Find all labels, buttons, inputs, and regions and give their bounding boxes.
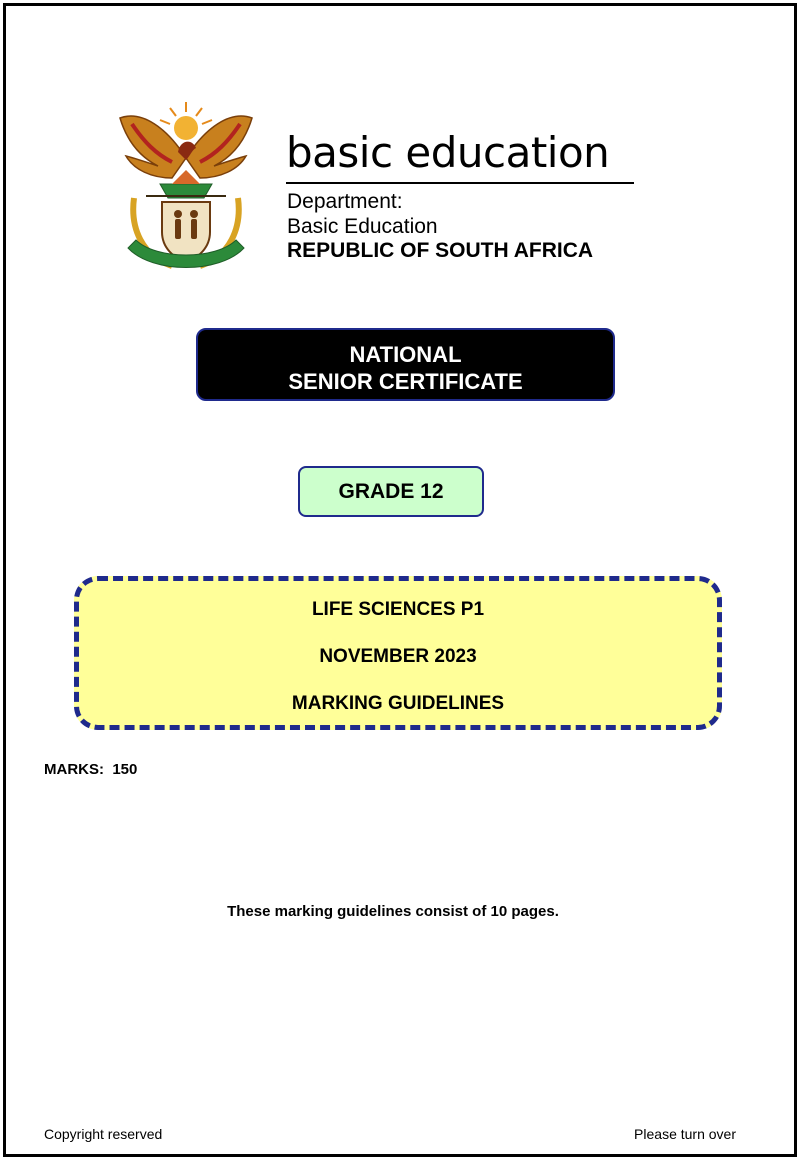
department-label: Department: (287, 190, 403, 213)
wordmark-underline (286, 182, 634, 184)
subject-panel (74, 576, 722, 730)
page-count-note: These marking guidelines consist of 10 pages. (227, 903, 559, 920)
exam-session: NOVEMBER 2023 (319, 646, 477, 667)
south-africa-coat-of-arms-icon (112, 98, 260, 276)
grade-badge: GRADE 12 (298, 466, 484, 517)
department-name: Basic Education (287, 215, 438, 238)
certificate-banner (196, 328, 615, 401)
copyright-footer: Copyright reserved (44, 1126, 163, 1142)
country-name: REPUBLIC OF SOUTH AFRICA (287, 239, 594, 262)
certificate-line-2: SENIOR CERTIFICATE (288, 369, 523, 394)
document-type: MARKING GUIDELINES (291, 693, 505, 714)
total-marks: MARKS: 150 (44, 761, 138, 778)
department-wordmark: basic education (286, 128, 610, 177)
turn-over-footer: Please turn over (634, 1126, 736, 1142)
subject-title: LIFE SCIENCES P1 (311, 599, 485, 620)
certificate-line-1: NATIONAL (349, 342, 462, 367)
